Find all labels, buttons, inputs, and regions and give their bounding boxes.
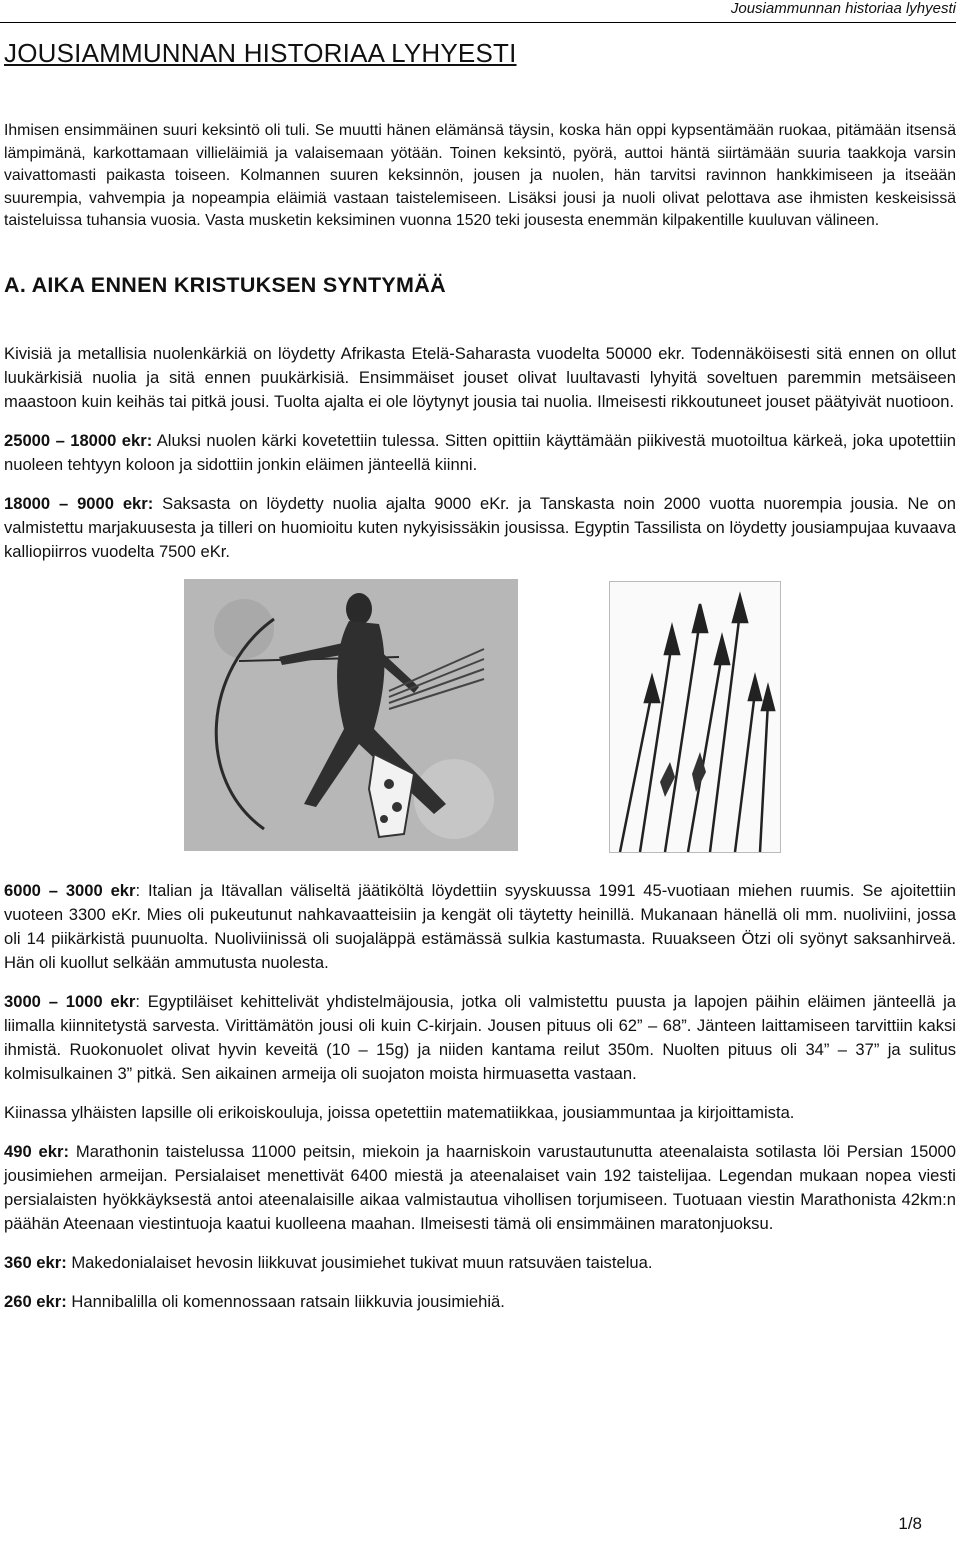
- entry-lead: 18000 – 9000 ekr:: [4, 493, 154, 513]
- entry-text: : Egyptiläiset kehittelivät yhdistelmäjousia, jotka oli valmistettu puusta ja lapojen päihin eläimen jänteellä ja liimalla kiinnitetystä sarvesta. Virittämätön jousi oli kuin C-kirjain. Jousen pituus oli 62” – 68”. Jänteen laittamiseen tarvittiin kaksi ihmistä. Ruokonuolet olivat hyvin keveitä (10 – 15g) ja niiden kantama reilut 350m. Nuolten pituus oli 34” – 37” ja sulitus kolmisulkainen 3” pitkä. Sen aikainen armeija oli suojaton moista hirmuasetta vastaan.: [4, 991, 956, 1083]
- entry-text: Hannibalilla oli komennossaan ratsain liikkuvia jousimiehiä.: [66, 1291, 505, 1311]
- entry-360: [4, 1251, 956, 1275]
- entry-490: [4, 1140, 956, 1236]
- figures-row: [4, 579, 956, 861]
- entry-260: [4, 1290, 956, 1314]
- entry-lead: 260 ekr:: [4, 1291, 67, 1311]
- entry-text: Kiinassa ylhäisten lapsille oli erikoiskouluja, joissa opetettiin matematiikkaa, jousiammuntaa ja kirjoittamista.: [4, 1102, 795, 1122]
- entry-lead: 360 ekr:: [4, 1252, 67, 1272]
- paragraph-china: [4, 1101, 956, 1125]
- entry-lead: 25000 – 18000 ekr:: [4, 430, 153, 450]
- running-title: Jousiammunnan historiaa lyhyesti: [730, 0, 956, 17]
- rock-painting-archer-image: [184, 579, 518, 851]
- entry-3000: [4, 990, 956, 1086]
- entry-text: Marathonin taistelussa 11000 peitsin, miekoin ja haarniskoin varustautunutta ateenalaista sotilasta löi Persian 15000 jousimiehen armeijan. Persialaiset menettivät 6400 miestä ja ateenalaiset vain 192 taistelijaa. Legendan mukaan nopea viesti persialaisten hyökkäyksestä antoi ateenalaisille aikaa valmistautua vihollisen torjumiseen. Tuotuaan viestin Marathonista 42km:n päähän Ateenaan viestintuoja kaatui kuolleena maahan. Ilmeisesti tämä oli ensimmäinen maratonjuoksu.: [4, 1141, 956, 1233]
- paragraph-stone-arrowheads: Kivisiä ja metallisia nuolenkärkiä on löydetty Afrikasta Etelä-Saharasta vuodelta 50000 ekr. Todennäköisesti sitä ennen on ollut luukärkisiä nuolia ja sitä ennen puukärkisiä. Ensimmäiset jouset olivat luultavasti lyhyitä soveltuen paremmin metsäiseen maastoon kuin keihäs tai pitkä jousi. Tuolta ajalta ei ole löytynyt jousia tai nuolia. Ilmeisesti rikkoutuneet jouset päätyivät nuotioon.: [4, 343, 956, 411]
- entry-lead: 6000 – 3000 ekr: [4, 880, 136, 900]
- entry-text: Aluksi nuolen kärki kovetettiin tulessa. Sitten opittiin käyttämään piikivestä muotoiltua kärkeä, joka upotettiin nuoleen tehtyyn koloon ja sidottiin jonkin eläimen jänteellä kiinni.: [4, 430, 956, 474]
- entry-text: Saksasta on löydetty nuolia ajalta 9000 eKr. ja Tanskasta noin 2000 vuotta nuorempia jousia. Ne on valmistettu marjakuusesta ja tilleri on huomioitu kuten nykyisissäkin jousissa. Egyptin Tassilista on löydetty jousiampujaa kuvaava kalliopiirros vuodelta 7500 eKr.: [4, 493, 956, 561]
- document-title: JOUSIAMMUNNAN HISTORIAA LYHYESTI: [4, 38, 517, 68]
- entry-lead: 3000 – 1000 ekr: [4, 991, 136, 1011]
- document-body: [4, 120, 956, 1329]
- entry-18000: [4, 492, 956, 564]
- page-number: 1/8: [898, 1514, 922, 1533]
- entry-lead: 490 ekr:: [4, 1141, 70, 1161]
- entry-text: Makedonialaiset hevosin liikkuvat jousimiehet tukivat muun ratsuväen taistelua.: [66, 1252, 653, 1272]
- arrowheads-image: [609, 581, 781, 853]
- section-heading: A. AIKA ENNEN KRISTUKSEN SYNTYMÄÄ: [4, 272, 446, 297]
- running-header: [0, 0, 956, 23]
- entry-text: : Italian ja Itävallan väliseltä jäätiköltä löydettiin syyskuussa 1991 45-vuotiaan miehen ruumis. Se ajoitettiin vuoteen 3300 eKr. Mies oli pukeutunut nahkavaatteisiin ja kengät oli täytetty heinillä. Mukanaan hänellä oli mm. nuoliviini, jossa oli 14 piikärkistä puunuolta. Nuoliviinissä oli suojaläppä estämässä sulkia kastumasta. Ruuakseen Ötzi oli syönyt saksanhirveä. Hän oli kuollut selkään ammutusta nuolesta.: [4, 880, 956, 972]
- intro-paragraph: Ihmisen ensimmäinen suuri keksintö oli tuli. Se muutti hänen elämänsä täysin, koska hän oppi kypsentämään ruokaa, pitämään itsensä lämpimänä, karkottamaan villieläimiä ja valaisemaan yötään. Toinen keksintö, pyörä, auttoi häntä siirtämään suuria taakkoja varsin vaivattomasti paikasta toiseen. Kolmannen suuren keksinnön, jousen ja nuolen, hän tarvitsi ravinnon hankkimiseen ja itseään suurempia, vahvempia ja nopeampia eläimiä vastaan taistelemiseen. Lisäksi jousi ja nuoli olivat pelottava ase ihmisten keskeisissä taisteluissa tuhansia vuosia. Vasta musketin keksiminen vuonna 1520 teki jousesta enemmän kilpakentille kuuluvan välineen.: [4, 122, 956, 230]
- entry-25000: [4, 429, 956, 477]
- entry-6000: [4, 879, 956, 975]
